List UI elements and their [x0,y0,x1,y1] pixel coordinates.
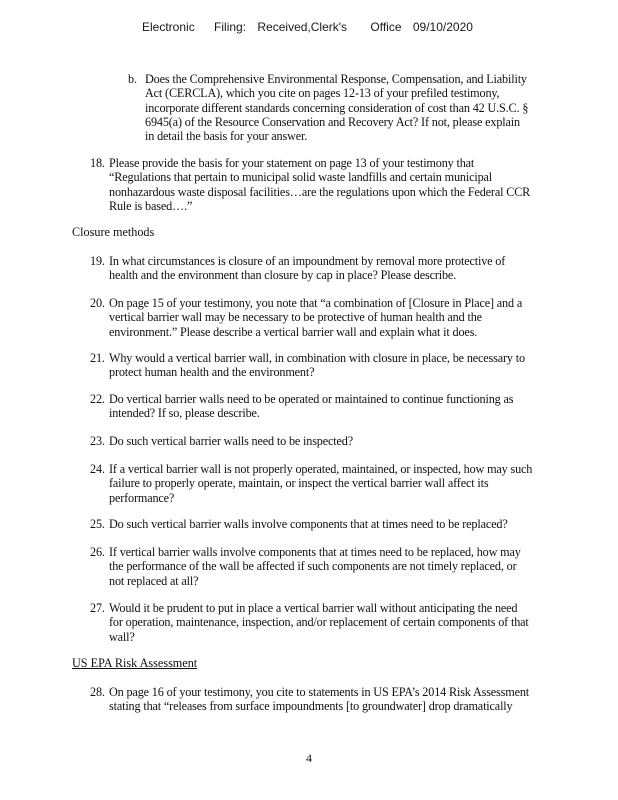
question-24 [90,462,610,505]
question-line: stating that “releases from surface impoundments [to groundwater] drop dramatically [109,699,513,714]
question-line: environment.” Please describe a vertical barrier wall and explain what it does. [109,324,478,339]
question-line: in detail the basis for your answer. [145,129,308,144]
question-line: intended? If so, please describe. [109,406,260,421]
filing-header [142,20,473,34]
page-number: 4 [306,751,312,765]
question-number: 25. [90,517,105,531]
question-line: failure to properly operate, maintain, or inspect the vertical barrier wall affect its [109,476,489,491]
question-23 [90,434,610,448]
header-filing: Filing: [214,20,247,34]
section-heading-closure-methods: Closure methods [72,225,155,239]
question-number: b. [128,72,137,86]
question-line: Why would a vertical barrier wall, in combination with closure in place, be necessary to [109,351,525,365]
question-line: Do vertical barrier walls need to be operated or maintained to continue functioning as [109,392,514,406]
question-number: 21. [90,351,105,365]
question-27 [90,601,610,644]
question-line: On page 16 of your testimony, you cite to statements in US EPA’s 2014 Risk Assessment [109,685,530,699]
header-date: 09/10/2020 [412,20,473,34]
question-line: “Regulations that pertain to municipal solid waste landfills and certain municipal [109,170,493,185]
question-number: 28. [90,685,105,699]
question-line: 6945(a) of the Resource Conservation and Recovery Act? If not, please explain [145,114,520,129]
header-office: Office [370,20,402,34]
question-line: incorporate different standards concerning consideration of cost than 42 U.S.C. § [145,100,529,115]
question-number: 19. [90,254,105,268]
section-heading-us-epa-risk-assessment: US EPA Risk Assessment [72,656,198,670]
question-number: 24. [90,462,105,476]
question-line: Would it be prudent to put in place a vertical barrier wall without anticipating the need [109,601,518,615]
question-number: 18. [90,156,105,170]
question-line: Please provide the basis for your statement on page 13 of your testimony that [109,156,475,170]
question-line: Do such vertical barrier walls involve components that at times need to be replaced? [109,517,508,531]
question-line: On page 15 of your testimony, you note that “a combination of [Closure in Place] and a [109,296,523,310]
question-line: vertical barrier wall may be necessary to be protective of human health and the [109,310,482,325]
question-line: If vertical barrier walls involve components that at times need to be replaced, how may [109,545,521,559]
question-number: 27. [90,601,105,615]
question-28 [90,685,610,714]
question-line: Does the Comprehensive Environmental Response, Compensation, and Liability [145,72,527,86]
question-line: Rule is based….” [109,198,193,213]
question-line: wall? [109,629,135,644]
question-line: not replaced at all? [109,573,199,588]
question-number: 20. [90,296,105,310]
question-18 [90,156,610,213]
question-line: the performance of the wall be affected if such components are not timely replaced, or [109,559,517,574]
question-line: In what circumstances is closure of an impoundment by removal more protective of [109,254,506,268]
question-19 [90,254,610,283]
question-22 [90,392,610,421]
question-25 [90,517,610,531]
question-line: If a vertical barrier wall is not properly operated, maintained, or inspected, how may such [109,462,533,476]
question-17b [128,72,598,143]
question-line: Act (CERCLA), which you cite on pages 12-13 of your prefiled testimony, [145,86,500,101]
header-electronic: Electronic [142,20,195,34]
question-20 [90,296,610,339]
question-26 [90,545,610,588]
question-number: 22. [90,392,105,406]
question-line: Do such vertical barrier walls need to be inspected? [109,434,353,448]
question-line: nonhazardous waste disposal facilities…are the regulations upon which the Federal CCR [109,184,531,199]
question-line: health and the environment than closure by cap in place? Please describe. [109,268,457,283]
question-line: protect human health and the environment? [109,365,315,380]
header-received-clerks: Received,Clerk's [257,20,348,34]
question-21 [90,351,610,380]
question-number: 23. [90,434,105,448]
question-line: for operation, maintenance, inspection, and/or replacement of certain components of that [109,615,529,630]
question-number: 26. [90,545,105,559]
question-line: performance? [109,490,175,505]
